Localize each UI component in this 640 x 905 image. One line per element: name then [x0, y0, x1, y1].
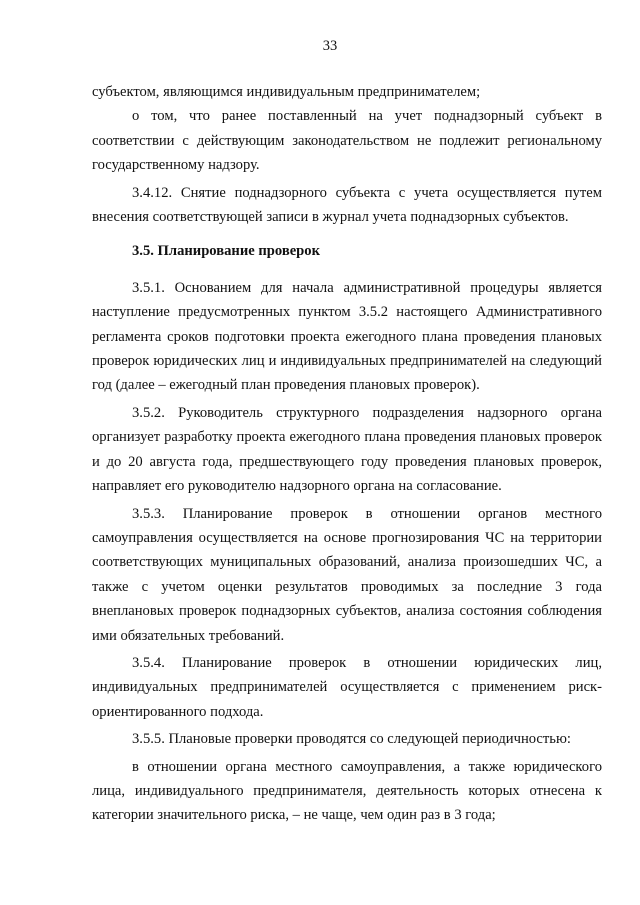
document-body: [92, 80, 602, 828]
paragraph-3-5-2: 3.5.2. Руководитель структурного подразделения надзорного органа организует разработку проекта ежегодного плана проведения плановых проверок и до 20 августа года, предшествующего году проведения плановых проверок, направляет его руководителю надзорного органа на согласование.: [92, 404, 602, 495]
paragraph-3-5-3: 3.5.3. Планирование проверок в отношении органов местного самоуправления осуществляется на основе прогнозирования ЧС на территории соответствующих муниципальных образований, анализа произошедших ЧС, а также с учетом оценки результатов проводимых за последние 3 года внеплановых проверок поднадзорных субъектов, анализа состояния соблюдения ими обязательных требований.: [92, 505, 602, 644]
paragraph-periodicity: в отношении органа местного самоуправления, а также юридического лица, индивидуального предпринимателя, деятельность которых отнесена к категории значительного риска, – не чаще, чем один раз в 3 года;: [92, 758, 602, 824]
paragraph-3-5-5: 3.5.5. Плановые проверки проводятся со следующей периодичностью:: [132, 731, 571, 748]
paragraph-not-subject: о том, что ранее поставленный на учет поднадзорный субъект в соответствии с действующим законодательством не подлежит региональному государственному надзору.: [92, 108, 602, 174]
section-heading-3-5: 3.5. Планирование проверок: [132, 243, 321, 260]
paragraph-3-4-12: 3.4.12. Снятие поднадзорного субъекта с учета осуществляется путем внесения соответствующей записи в журнал учета поднадзорных субъектов.: [92, 184, 602, 226]
paragraph-3-5-1: 3.5.1. Основанием для начала административной процедуры является наступление предусмотренных пунктом 3.5.2 настоящего Административного регламента сроков подготовки проекта ежегодного плана проведения плановых проверок юридических лиц и индивидуальных предпринимателей на следующий год (далее – ежегодный план проведения плановых проверок).: [92, 279, 602, 394]
page-number: 33: [322, 38, 338, 54]
paragraph-3-5-4: 3.5.4. Планирование проверок в отношении юридических лиц, индивидуальных предпринимателей осуществляется с применением риск-ориентированного подхода.: [92, 654, 602, 720]
paragraph-continuation: субъектом, являющимся индивидуальным предпринимателем;: [92, 84, 481, 100]
